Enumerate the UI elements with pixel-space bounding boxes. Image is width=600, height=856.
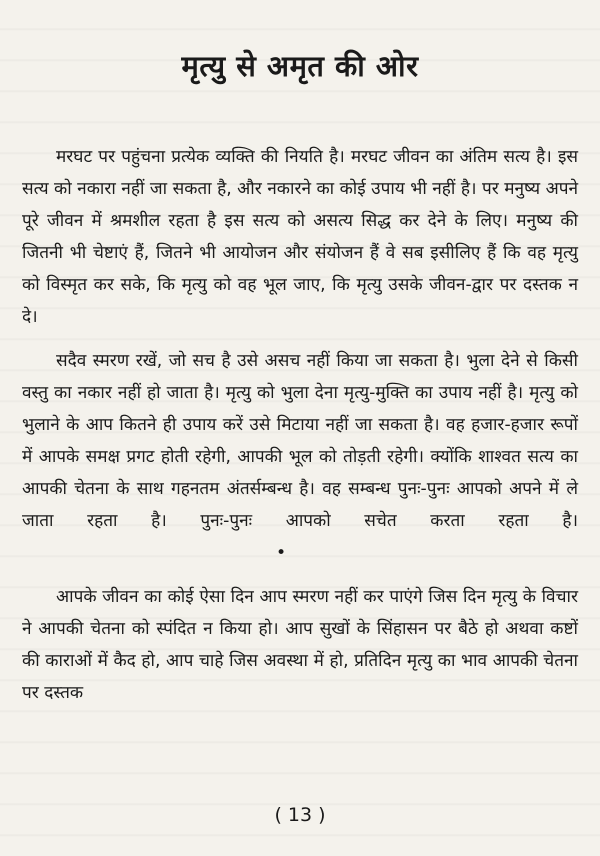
paragraph-1: मरघट पर पहुंचना प्रत्येक व्यक्ति की नियति है। मरघट जीवन का अंतिम सत्य है। इस सत्य को नकारा नहीं जा सकता है, और नकारने का कोई उपाय भी नहीं है। पर मनुष्य अपने पूरे जीवन में श्रमशील रहता है इस सत्य को असत्य सिद्ध कर देने के लिए। मनुष्य की जितनी भी चेष्टाएं हैं, जितने भी आयोजन और संयोजन हैं वे सब इसीलिए हैं कि वह मृत्यु को विस्मृत कर सके, कि मृत्यु को वह भूल जाए, कि मृत्यु उसके जीवन-द्वार पर दस्तक न दे। bbox=[22, 147, 578, 327]
body-text bbox=[22, 141, 578, 721]
page-number: ( 13 ) bbox=[274, 804, 326, 826]
page-title: मृत्यु से अमृत की ओर bbox=[181, 49, 419, 83]
paragraph-2 bbox=[22, 345, 578, 569]
paragraph-3: आपके जीवन का कोई ऐसा दिन आप स्मरण नहीं कर पाएंगे जिस दिन मृत्यु के विचार ने आपकी चेतना को स्पंदित न किया हो। आप सुखों के सिंहासन पर बैठे हो अथवा कष्टों की काराओं में कैद हो, आप चाहे जिस अवस्था में हो, प्रतिदिन मृत्यु का भाव आपकी चेतना पर दस्तक bbox=[22, 587, 578, 703]
bullet-mark: • bbox=[276, 543, 287, 563]
paragraph-2-text: सदैव स्मरण रखें, जो सच है उसे असच नहीं किया जा सकता है। भुला देने से किसी वस्तु का नकार नहीं हो जाता है। मृत्यु को भुला देना मृत्यु-मुक्ति का उपाय नहीं है। मृत्यु को भुलाने के आप कितने ही उपाय करें उसे मिटाया नहीं जा सकता है। वह हजार-हजार रूपों में आपके समक्ष प्रगट होती रहेगी, आपकी भूल को तोड़ती रहेगी। क्योंकि शाश्वत सत्य का आपकी चेतना के साथ गहनतम अंतर्सम्बन्ध है। वह सम्बन्ध पुनः-पुनः आपको अपने में ले जाता रहता है। पुनः-पुनः आपको सचेत करता रहता है। bbox=[22, 351, 578, 531]
